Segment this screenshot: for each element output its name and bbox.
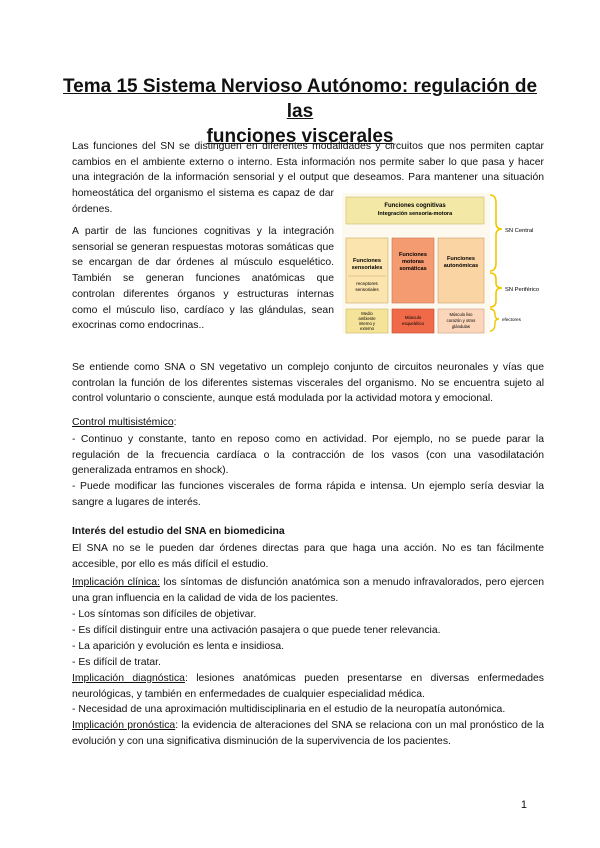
label-sn-periferico: SN Periférico — [505, 287, 540, 293]
intro-continuation: homeostática del organismo el sistema es capaz de dar — [72, 188, 334, 199]
page-number: 1 — [520, 799, 527, 811]
env-line4: externo — [360, 326, 374, 331]
control-heading-colon: : — [173, 417, 177, 428]
autonomic-line2: autonómicas — [443, 263, 479, 269]
env-line1: Medio — [361, 311, 373, 316]
sensory-line2: sensoriales — [351, 265, 383, 271]
autonomic-line1: Funciones — [447, 256, 475, 262]
control-heading-text: Control multisistémico — [72, 417, 174, 428]
title-line-1: Tema 15 Sistema Nervioso Autónomo: regulación de las — [62, 76, 538, 122]
pronostica-label: Implicación pronóstica — [72, 720, 176, 731]
autonomic-box — [438, 238, 484, 303]
pronostica-paragraph — [72, 718, 544, 749]
diagnostica-item: - Necesidad de una aproximación multidisciplinaria en el estudio de la neuropatía autonómica. — [72, 704, 506, 715]
clinica-paragraph — [72, 575, 544, 606]
label-efectores: efectores — [502, 317, 521, 322]
diagnostica-paragraph — [72, 671, 544, 702]
cognitive-box-line2: Integración sensoria-motora — [377, 211, 453, 217]
clinica-item: - La aparición y evolución es lenta e insidiosa. — [72, 641, 284, 652]
diagnostica-label: Implicación diagnóstica — [72, 673, 185, 684]
page-title — [60, 74, 540, 149]
receptors-line2: sensoriales — [355, 287, 379, 292]
peripheral-brace — [490, 273, 502, 307]
control-heading — [72, 415, 544, 431]
interes-text: El SNA no se le pueden dar órdenes directas para que haga una acción. No es tan fácilmente accesible, por ello es más difícil el estudio. — [72, 543, 544, 570]
intro-end: órdenes. — [72, 204, 113, 215]
sna-definition: Se entiende como SNA o SN vegetativo un complejo conjunto de circuitos neuronales y vías que controlan la función de los diferentes sistemas viscerales del organismo. No se encuentra sujeto al control voluntario o consciente, aunque está modulada por la actividad motora y emocional. — [72, 362, 544, 405]
pronostica-text: : la evidencia de alteraciones del SNA se relaciona con un mal pronóstico de la evolución y con una significativa disminución de la supervivencia de los pacientes. — [72, 720, 544, 747]
motor-line2: motoras — [401, 259, 425, 265]
intro-paragraph: Las funciones del SN se distinguen en diferentes modalidades y circuitos que nos permiten captar cambios en el ambiente externo o interno. Esta información nos permite saber lo que pasa y hacer una integración de la información sensorial y el output que deseamos. Para mantener una situación — [72, 141, 544, 184]
interes-heading: Interés del estudio del SNA en biomedicina — [72, 526, 285, 537]
central-brace — [490, 195, 502, 271]
env-line3: interno y — [358, 321, 376, 326]
smooth-line2: corazón y otros — [446, 318, 476, 323]
skeletal-line1: Músculo — [404, 315, 422, 320]
clinica-text: los síntomas de disfunción anatómica son a menudo infravalorados, pero ejercen una gran influencia en la calidad de vida de los pacientes. — [72, 577, 544, 604]
clinica-item: - Los síntomas son difíciles de objetivar. — [72, 609, 257, 620]
smooth-line3: glándulas — [452, 324, 470, 329]
motor-line1: Funciones — [399, 252, 427, 258]
clinica-item: - Es difícil de tratar. — [72, 657, 161, 668]
title-line-2: funciones viscerales — [206, 126, 394, 147]
control-item-2: - Puede modificar las funciones viscerales de forma rápida e intensa. Un ejemplo sería desviar la sangre a lugares de interés. — [72, 481, 544, 508]
label-sn-central: SN Central — [505, 228, 534, 234]
env-line2: ambiente — [358, 316, 376, 321]
effectors-brace — [490, 309, 499, 331]
smooth-line1: Músculo liso — [449, 312, 473, 317]
skeletal-line2: esquelético — [401, 321, 425, 326]
nervous-system-diagram — [342, 193, 564, 334]
clinica-label: Implicación clínica: — [72, 577, 160, 588]
cognitive-box-line1: Funciones cognitivas — [384, 203, 446, 209]
sensory-line1: Funciones — [353, 258, 381, 264]
receptors-line1: receptores — [356, 281, 378, 286]
control-item-1: - Continuo y constante, tanto en reposo como en actividad. Por ejemplo, no se puede parar la regulación de la frecuencia cardíaca o la contracción de los vasos (con una vasodilatación generalizada entramos en shock). — [72, 434, 544, 477]
cognitive-paragraph: A partir de las funciones cognitivas y la integración sensorial se generan respuestas motoras somáticas que se encargan de dar órdenes al músculo esquelético. También se generan funciones anatómicas que controlan diferentes órganos y estructuras internas como el músculo liso, cardíaco y las glándulas, sean exocrinas como endocrinas.. — [72, 226, 334, 332]
diagnostica-text: : lesiones anatómicas pueden presentarse en diversas enfermedades neurológicas, y también en enfermedades de cualquier especialidad médica. — [72, 673, 544, 700]
clinica-item: - Es difícil distinguir entre una activación pasajera o que puede tener relevancia. — [72, 625, 441, 636]
motor-line3: somáticas — [399, 266, 427, 272]
